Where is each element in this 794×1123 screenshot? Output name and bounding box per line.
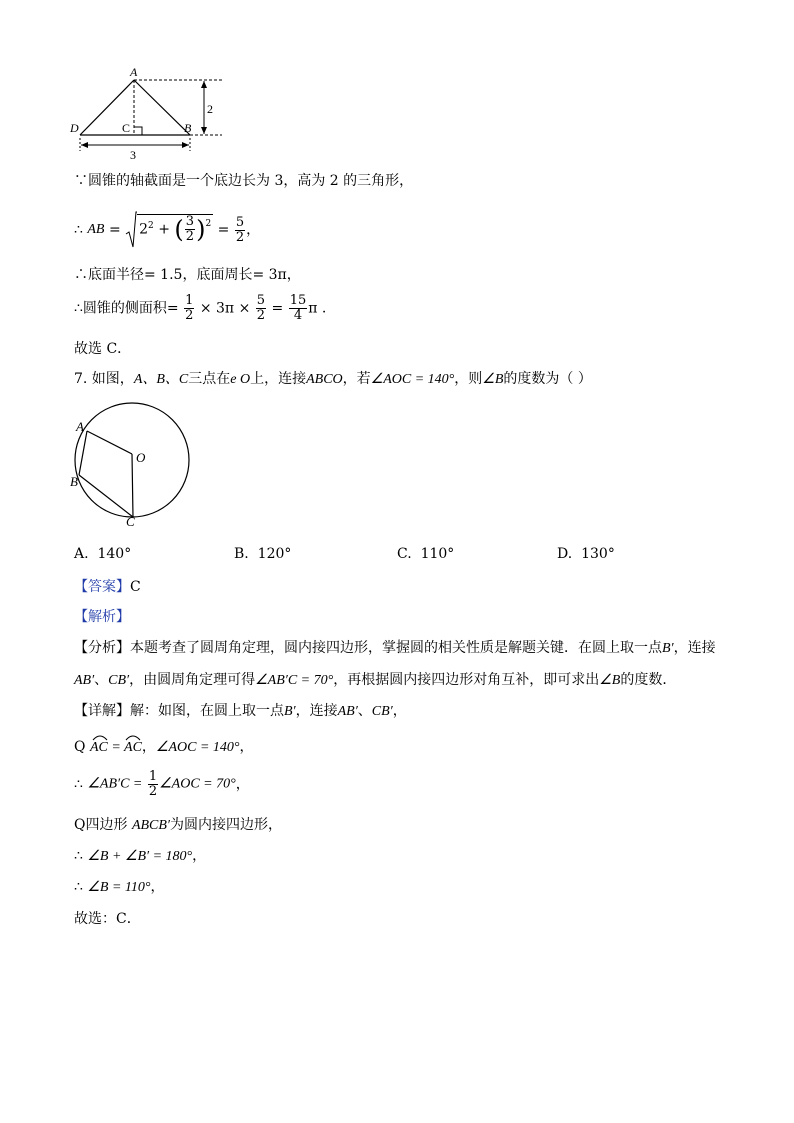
s1-end: ，: [239, 739, 254, 755]
q7-stem-b: 三点在: [188, 371, 231, 387]
q7-angle-b: ∠B: [482, 372, 504, 387]
f2-den: 2: [256, 308, 266, 323]
circle-figure: [66, 396, 196, 528]
xj-cb: CB′: [371, 704, 393, 719]
fenxi-line2: [74, 671, 676, 690]
times-3pi: × 3π ×: [199, 300, 251, 317]
xj-text1: 解：如图，在圆上取一点: [130, 703, 284, 719]
s1-mid: ，: [141, 739, 156, 755]
s2-den: 2: [148, 784, 158, 799]
fenxi-text3: ，由圆周角定理可得: [129, 672, 256, 688]
right-angle-mark: [134, 127, 142, 135]
arrow-down: [201, 127, 207, 134]
option-value: 110°: [420, 546, 455, 562]
fenxi-text4: ，再根据圆内接四边形对角互补，即可求出: [333, 672, 600, 688]
root-plus: +: [158, 221, 170, 238]
option-letter: C.: [397, 546, 412, 562]
root-frac-den: 2: [185, 229, 195, 244]
therefore-symbol: ∴: [74, 300, 83, 317]
s2-num: 1: [148, 769, 158, 784]
arrow-up: [201, 81, 207, 88]
fenxi-sep: 、: [94, 672, 109, 688]
option-a[interactable]: [74, 546, 131, 562]
line4-end: π .: [308, 300, 327, 317]
f2-num: 5: [256, 293, 266, 308]
xiangjie-tag: 【详解】: [74, 703, 130, 719]
arc-marks: [90, 732, 150, 742]
s4-eq: ∠B + ∠B′ = 180°: [87, 849, 193, 864]
sol6-line4: ∴圆锥的侧面积= $\frac{1}{2}$ × 3π × $\frac{5}{2}$ = $\frac{15}{4}$ π .: [74, 293, 327, 323]
option-letter: D.: [557, 546, 573, 562]
height-label: 2: [207, 102, 213, 116]
q7-stem-f: 的度数为（ ）: [503, 371, 592, 387]
option-value: 130°: [581, 546, 615, 562]
label-a: A: [130, 65, 138, 79]
circumference-value: = 3π: [252, 267, 287, 283]
label-c: C: [126, 514, 135, 528]
s5-end: ，: [150, 879, 165, 895]
q7-stem: [74, 370, 592, 389]
q7-number: 7. 如图，: [74, 371, 134, 387]
s2-rhs: ∠AOC = 70°: [159, 776, 236, 792]
xiangjie-line: [74, 702, 407, 721]
lateral-area-label: 圆锥的侧面积: [82, 300, 167, 317]
sol6-line1: [74, 172, 413, 190]
fenxi-ab: AB′: [74, 673, 95, 688]
therefore-symbol: ∴: [74, 776, 83, 793]
therefore-symbol: ∴: [74, 848, 83, 864]
therefore-symbol: ∴: [74, 879, 83, 895]
q7-stem-c: 上，连接: [250, 371, 307, 387]
arc-text: AC = AC: [89, 740, 142, 755]
f3-num: 15: [289, 293, 307, 308]
label-a: A: [76, 419, 84, 434]
option-letter: B.: [234, 546, 249, 562]
s2-lhs: ∠AB′C =: [87, 776, 143, 792]
q7-stem-e: ，则: [454, 371, 483, 387]
option-c[interactable]: [397, 546, 454, 562]
circumference-label: ，底面周长: [182, 267, 253, 283]
step3: [74, 816, 282, 835]
s5-eq: ∠B = 110°: [87, 880, 151, 895]
ab-result-num: 5: [235, 214, 245, 230]
q7-points: A、B、C: [133, 372, 189, 387]
fenxi-line1: [74, 639, 716, 658]
equals-sign: =: [108, 222, 121, 238]
answer-line: [74, 578, 141, 596]
base-label: 3: [130, 148, 136, 162]
q7-stem-d: ，若: [342, 371, 371, 387]
therefore-symbol: ∴: [74, 222, 83, 238]
s3-text: 四边形: [85, 817, 128, 833]
s1-angle: ∠AOC = 140°: [155, 740, 240, 755]
sqrt-body: $2^2$ + ( $\frac{3}{2}$ )$^2$: [139, 214, 212, 244]
because-symbol: ∵: [74, 173, 88, 189]
fenxi-text1: 本题考查了圆周角定理，圆内接四边形，掌握圆的相关性质是解题关键．在圆上取一点: [130, 640, 662, 656]
arrow-right: [182, 142, 189, 148]
answer-value: C: [130, 579, 141, 595]
final-answer: 故选：C．: [74, 911, 141, 927]
cone-section-figure: [64, 62, 234, 162]
sqrt-sign: [125, 210, 137, 250]
option-d[interactable]: [557, 546, 615, 562]
s4-end: ，: [192, 848, 207, 864]
fenxi-text5: 的度数．: [620, 672, 677, 688]
q7-circle: e O: [230, 372, 251, 387]
line2-end: ，: [246, 222, 261, 238]
sol6-line2: ∴ AB = $2^2$ + ( $\frac{3}{2}$ )$^2$ = $\frac{5}{2}$ ，: [74, 210, 260, 250]
step4: [74, 847, 206, 866]
ab-symbol: AB: [87, 222, 105, 237]
segment-oc: [132, 454, 133, 517]
ab-result-den: 2: [235, 229, 245, 245]
fenxi-angle: ∠AB′C = 70°: [255, 673, 334, 688]
sol6-line5: 故选 C．: [74, 341, 132, 357]
q7-angle-aoc: ∠AOC = 140°: [370, 372, 455, 387]
f3-den: 4: [293, 308, 303, 323]
fenxi-bprime: B′: [662, 641, 674, 656]
step2: [74, 770, 250, 806]
xj-sep: 、: [357, 703, 372, 719]
label-b: B: [184, 121, 192, 135]
s2-end: ，: [235, 776, 250, 793]
segment-ao: [87, 431, 132, 454]
fenxi-cb: CB′: [108, 673, 130, 688]
step5: [74, 878, 164, 897]
xj-end: ，: [392, 703, 407, 719]
q7-abco: ABCO: [306, 372, 343, 387]
option-value: 140°: [97, 546, 132, 562]
fenxi-tag: 【分析】: [74, 640, 130, 656]
label-c: C: [122, 121, 131, 135]
fenxi-text2: ，连接: [673, 640, 716, 656]
arc-equality: [90, 738, 142, 757]
since-symbol: Q: [74, 817, 86, 833]
label-b: B: [70, 474, 78, 489]
step1: [74, 738, 254, 757]
s3-text2: 为圆内接四边形，: [170, 817, 282, 833]
xj-bprime: B′: [284, 704, 296, 719]
xj-ab: AB′: [337, 704, 358, 719]
root-base-2: 2: [139, 221, 149, 238]
xj-text2: ，连接: [295, 703, 338, 719]
radius-label: 底面半径: [88, 267, 144, 283]
sol6-line1-text: 圆锥的轴截面是一个底边长为 3，高为 2 的三角形，: [88, 173, 414, 189]
label-d: D: [70, 121, 79, 135]
arrow-left: [81, 142, 88, 148]
since-symbol: Q: [74, 739, 86, 755]
root-frac-num: 3: [185, 214, 195, 229]
radius-value: = 1.5: [144, 267, 183, 283]
answer-tag: 【答案】: [74, 579, 130, 595]
f1-num: 1: [185, 293, 194, 308]
label-o: O: [136, 450, 146, 465]
option-letter: A.: [74, 546, 89, 562]
s3-quad: ABCB′: [131, 818, 170, 833]
f1-den: 2: [185, 308, 194, 323]
option-value: 120°: [257, 546, 292, 562]
line3-end: ，: [286, 267, 301, 283]
fenxi-angle-b: ∠B: [599, 673, 621, 688]
sol6-line3: [74, 266, 301, 284]
analysis-tag: 【解析】: [74, 609, 130, 625]
option-b[interactable]: [234, 546, 291, 562]
therefore-symbol: ∴: [74, 267, 88, 283]
